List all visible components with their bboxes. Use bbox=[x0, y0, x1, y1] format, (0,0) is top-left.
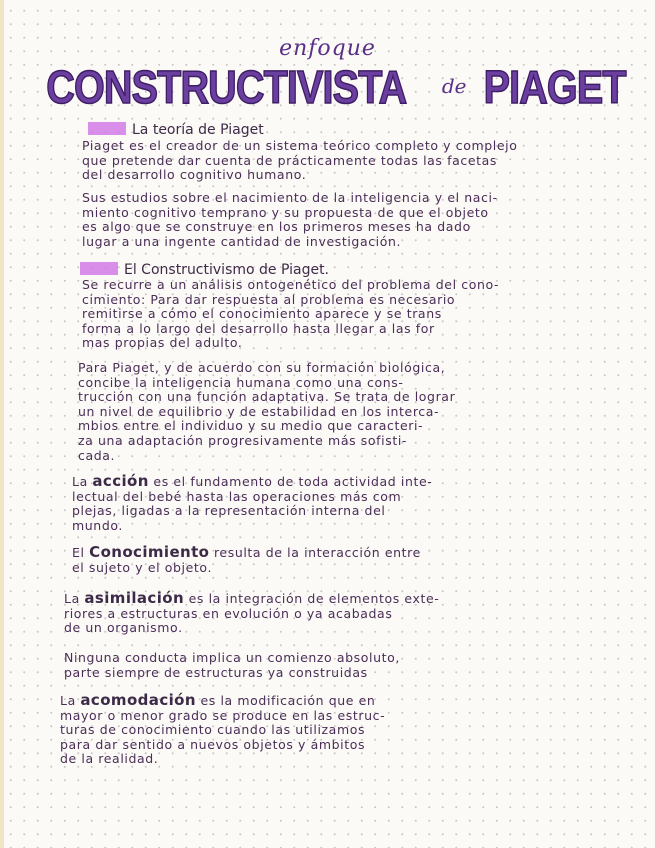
paragraph-line: mundo. bbox=[72, 517, 123, 533]
paragraph bbox=[78, 361, 588, 463]
paragraph-line: es algo que se construye en los primeros meses ha dado bbox=[82, 219, 471, 235]
paragraph-line: un nivel de equilibrio y de estabilidad en los interca- bbox=[78, 403, 440, 419]
keyword: asimilación bbox=[84, 589, 185, 607]
paragraph-line: del desarrollo cognitivo humano. bbox=[82, 167, 307, 183]
paragraph-line: za una adaptación progresivamente más sofisti- bbox=[78, 432, 407, 448]
heading-text: El Constructivismo de Piaget. bbox=[124, 262, 330, 278]
page-edge bbox=[0, 0, 4, 848]
paragraph-line: para dar sentido a nuevos objetos y ámbitos bbox=[60, 736, 366, 752]
paragraph-line: de un organismo. bbox=[64, 620, 183, 636]
paragraph-line: lugar a una ingente cantidad de investigación. bbox=[82, 233, 402, 249]
heading-text: La teoría de Piaget bbox=[132, 122, 264, 138]
paragraph-line: de la realidad. bbox=[60, 751, 159, 767]
line-prefix: La bbox=[64, 591, 85, 606]
keyword: Conocimiento bbox=[89, 543, 210, 561]
title-main: CONSTRUCTIVISTA bbox=[46, 61, 407, 113]
section-heading-teoria bbox=[88, 122, 264, 138]
paragraph-line: cimiento: Para dar respuesta al problema es necesario bbox=[82, 291, 456, 307]
paragraph-first-line bbox=[72, 545, 582, 561]
highlight-marker bbox=[80, 262, 118, 275]
paragraph-first-line bbox=[60, 693, 570, 709]
paragraph-line: miento cognitivo temprano y su propuesta de que el objeto bbox=[82, 204, 489, 220]
paragraph-line: Piaget es el creador de un sistema teórico completo y complejo bbox=[82, 138, 518, 153]
line-prefix: La bbox=[60, 693, 81, 708]
paragraph bbox=[72, 545, 582, 575]
line-rest: es la modificación que en bbox=[195, 693, 376, 708]
paragraph-line: forma a lo largo del desarrollo hasta llegar a las for bbox=[82, 320, 435, 336]
section-heading-constructivismo bbox=[80, 262, 329, 278]
paragraph bbox=[82, 139, 592, 183]
paragraph-line: Para Piaget, y de acuerdo con su formación biológica, bbox=[78, 360, 446, 375]
paragraph-line: concibe la inteligencia humana como una cons- bbox=[78, 374, 404, 390]
paragraph-line: riores a estructuras en evolución o ya acabadas bbox=[64, 605, 393, 621]
page-title bbox=[0, 60, 655, 114]
line-rest: es la integración de elementos exte- bbox=[184, 591, 440, 606]
paragraph-line: plejas, ligadas a la representación interna del bbox=[72, 503, 386, 519]
paragraph bbox=[82, 278, 592, 351]
paragraph-line: Se recurre a un análisis ontogenético del problema del cono- bbox=[82, 277, 500, 292]
paragraph-first-line bbox=[72, 474, 582, 490]
paragraph bbox=[60, 693, 570, 767]
title-de: de bbox=[441, 74, 467, 98]
paragraph-line: mbios entre el individuo y su medio que caracteri- bbox=[78, 418, 424, 434]
paragraph-line: parte siempre de estructuras ya construidas bbox=[64, 664, 368, 680]
paragraph-line: cada. bbox=[78, 447, 116, 463]
paragraph bbox=[82, 191, 592, 249]
paragraph bbox=[72, 474, 582, 533]
keyword: acomodación bbox=[80, 691, 196, 709]
paragraph-first-line bbox=[64, 591, 574, 607]
paragraph-line: el sujeto y el objeto. bbox=[72, 559, 213, 575]
paragraph-line: mas propias del adulto. bbox=[82, 335, 243, 351]
paragraph bbox=[64, 591, 574, 636]
paragraph-line: Sus estudios sobre el nacimiento de la inteligencia y el naci- bbox=[82, 190, 498, 205]
paragraph-line: turas de conocimiento cuando las utilizamos bbox=[60, 722, 366, 738]
paragraph-line: Ninguna conducta implica un comienzo absoluto, bbox=[64, 650, 400, 665]
paragraph-line: lectual del bebé hasta las operaciones más com bbox=[72, 488, 402, 504]
paragraph bbox=[64, 651, 574, 680]
page-subtitle: enfoque bbox=[279, 36, 376, 61]
paragraph-line: que pretende dar cuenta de prácticamente todas las facetas bbox=[82, 152, 497, 168]
title-name: PIAGET bbox=[484, 61, 627, 113]
line-prefix: La bbox=[72, 474, 93, 489]
highlight-marker bbox=[88, 122, 126, 135]
paragraph-line: trucción con una función adaptativa. Se trata de lograr bbox=[78, 389, 456, 405]
line-rest: resulta de la interacción entre bbox=[209, 545, 421, 560]
paragraph-line: mayor o menor grado se produce en las estruc- bbox=[60, 707, 386, 723]
line-rest: es el fundamento de toda actividad inte- bbox=[148, 474, 433, 489]
paragraph-line: remitirse a cómo el conocimiento aparece y se trans bbox=[82, 306, 442, 322]
keyword: acción bbox=[92, 472, 149, 490]
line-prefix: El bbox=[72, 545, 90, 560]
